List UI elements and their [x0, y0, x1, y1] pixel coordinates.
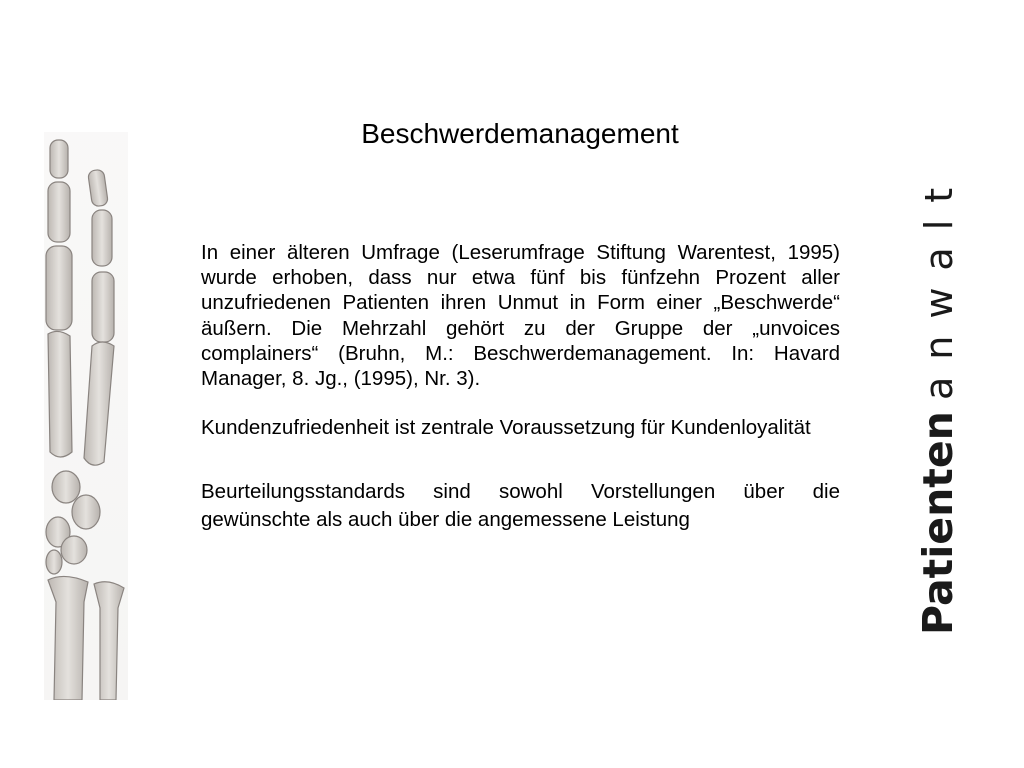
index-finger-bones — [46, 140, 72, 457]
patientenanwalt-logo — [896, 165, 976, 645]
paragraph-customer-satisfaction: Kundenzufriedenheit ist zentrale Voraussetzung für Kundenloyalität — [201, 416, 811, 440]
svg-text:Patienten anwalt — [914, 171, 962, 635]
hand-xray-illustration — [44, 132, 128, 700]
logo-text-bold: Patienten — [914, 411, 962, 635]
paragraph-evaluation-standards: Beurteilungsstandards sind sowohl Vorstellungen über die gewünschte als auch über die angemessene Leistung — [201, 480, 840, 532]
slide-title: Beschwerdemanagement — [361, 118, 679, 149]
slide-content — [201, 240, 840, 534]
logo-text-light: anwalt — [917, 170, 961, 401]
paragraph-survey: In einer älteren Umfrage (Leserumfrage Stiftung Warentest, 1995) wurde erhoben, dass nur etwa fünf bis fünfzehn Prozent aller unzufriedenen Patienten ihren Unmut in Form einer „Beschwerde“ äußern. Die Mehrzahl gehört zu der Gruppe der „unvoices complainers“ (Bruhn, M.: Beschwerdemanagement. In: Havard Manager, 8. Jg., (1995), Nr. 3). — [201, 241, 840, 391]
